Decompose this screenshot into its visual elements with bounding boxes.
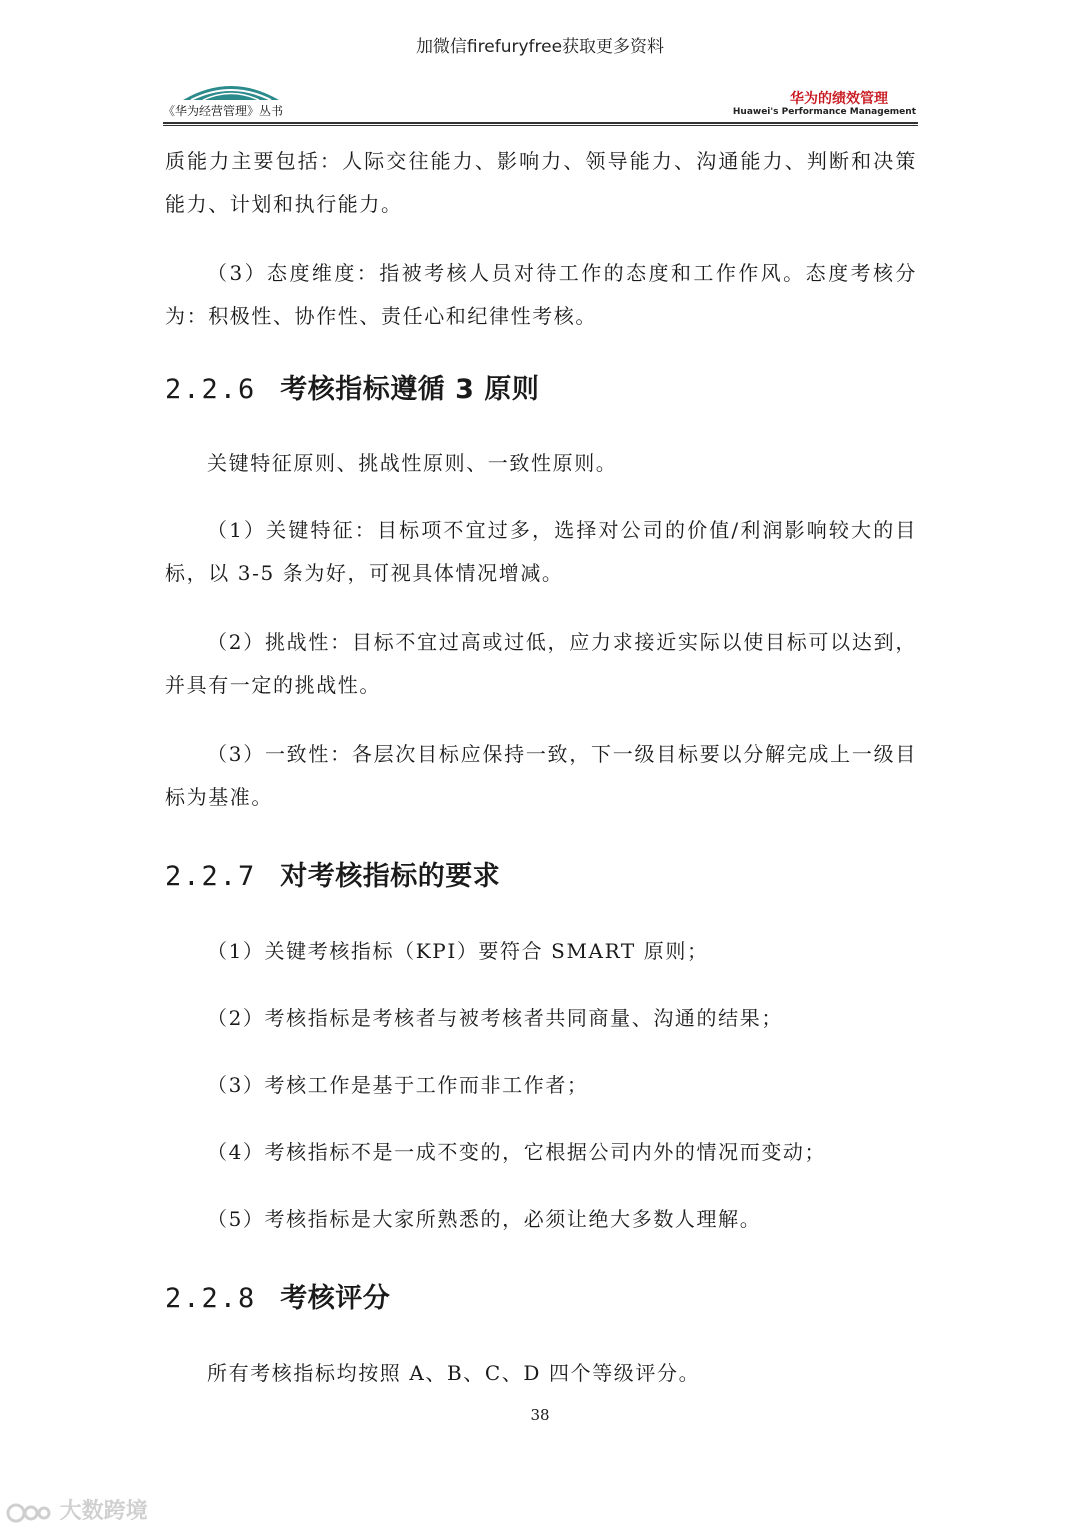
paragraph: 质能力主要包括：人际交往能力、影响力、领导能力、沟通能力、判断和决策能力、计划和执行能力。 [165, 149, 917, 216]
section-number: 2.2.7 [165, 861, 257, 892]
book-subtitle: Huawei's Performance Management [732, 107, 916, 117]
series-logo-icon [181, 78, 281, 102]
header-rule-thin [163, 125, 918, 126]
paragraph: 关键特征原则、挑战性原则、一致性原则。 [207, 451, 618, 475]
top-note: 加微信firefuryfree获取更多资料 [415, 37, 665, 57]
list-item: （5）考核指标是大家所熟悉的，必须让绝大多数人理解。 [207, 1207, 762, 1231]
list-item: （1）关键考核指标（KPI）要符合 SMART 原则； [207, 939, 709, 963]
section-number: 2.2.8 [165, 1283, 257, 1314]
section-title: 考核评分 [280, 1283, 391, 1314]
paragraph: （3）态度维度：指被考核人员对待工作的态度和工作作风。态度考核分为：积极性、协作性、责任心和纪律性考核。 [165, 261, 917, 328]
paragraph: 所有考核指标均按照 A、B、C、D 四个等级评分。 [207, 1361, 701, 1385]
page-number: 38 [530, 1406, 550, 1424]
list-item: （3）考核工作是基于工作而非工作者； [207, 1073, 589, 1097]
watermark-text: 大数跨境 [59, 1499, 148, 1524]
header-rule [163, 122, 918, 124]
watermark [6, 1494, 148, 1525]
section-title: 对考核指标的要求 [280, 861, 501, 892]
section-title: 考核指标遵循 3 原则 [280, 374, 540, 405]
paragraph: （1）关键特征：目标项不宜过多，选择对公司的价值/利润影响较大的目标，以 3-5 条为好，可视具体情况增减。 [165, 518, 917, 585]
watermark-logo-icon [6, 1499, 52, 1525]
running-header [163, 78, 918, 122]
section-heading [165, 857, 917, 897]
list-item: （2）考核指标是考核者与被考核者共同商量、沟通的结果； [207, 1006, 783, 1030]
series-title: 《华为经营管理》丛书 [163, 104, 284, 118]
book-title: 华为的绩效管理 [790, 91, 888, 107]
paragraph: （3）一致性：各层次目标应保持一致，下一级目标要以分解完成上一级目标为基准。 [165, 742, 917, 809]
paragraph: （2）挑战性：目标不宜过高或过低，应力求接近实际以使目标可以达到，并具有一定的挑战性。 [165, 630, 917, 697]
section-heading [165, 1279, 917, 1319]
section-number: 2.2.6 [165, 374, 257, 405]
list-item: （4）考核指标不是一成不变的，它根据公司内外的情况而变动； [207, 1140, 827, 1164]
page-body [165, 140, 917, 1395]
section-heading [165, 370, 917, 410]
